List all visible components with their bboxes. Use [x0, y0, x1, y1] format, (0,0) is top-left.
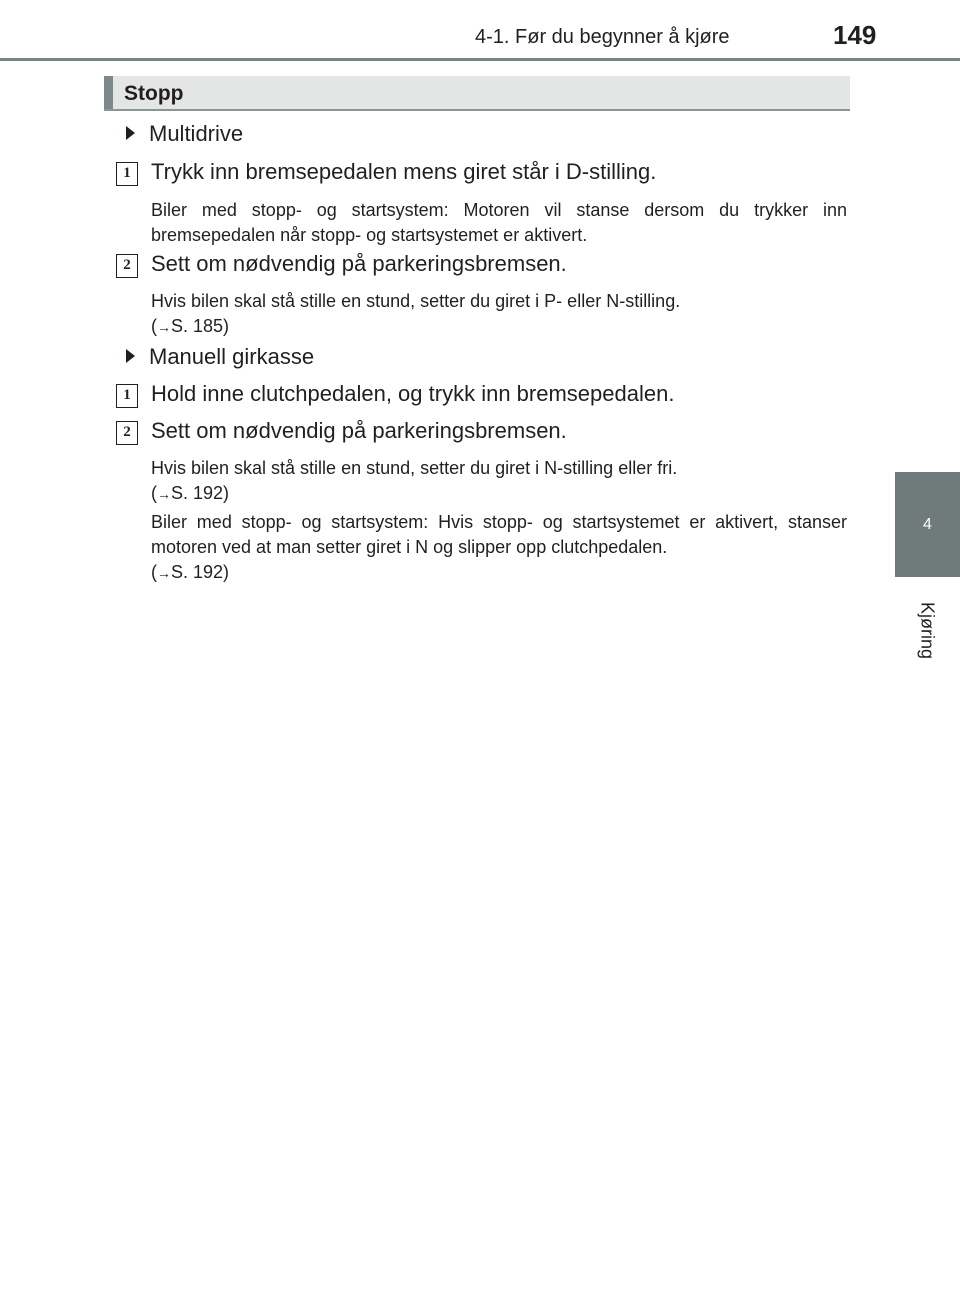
step-item — [116, 418, 567, 445]
step-note — [151, 510, 847, 586]
subheading-text: Manuell girkasse — [149, 344, 315, 369]
section-header-accent — [104, 76, 113, 109]
step-number-badge: 1 — [116, 162, 138, 186]
page-reference-link[interactable]: (→S. 192) — [151, 562, 230, 582]
note-text: Hvis bilen skal stå stille en stund, setter du giret i P- eller N-stilling. — [151, 291, 681, 311]
triangle-bullet-icon — [126, 349, 135, 363]
arrow-right-icon: → — [157, 319, 171, 335]
chapter-tab-label: Kjøring — [917, 601, 938, 660]
arrow-right-icon: → — [157, 565, 171, 581]
step-note — [151, 289, 847, 340]
subheading-multidrive — [126, 121, 243, 147]
page-reference-link[interactable]: (→S. 185) — [151, 316, 230, 336]
step-number-badge: 2 — [116, 254, 138, 278]
section-header — [104, 76, 850, 111]
header-rule — [0, 58, 960, 61]
step-number-badge: 1 — [116, 384, 138, 408]
note-text: Biler med stopp- og startsystem: Motoren vil stanse dersom du trykker inn bremsepedalen når stopp- og startsystemet er aktivert. — [151, 200, 847, 245]
step-text: Trykk inn bremsepedalen mens giret står i D-stilling. — [151, 159, 657, 184]
subheading-text: Multidrive — [149, 121, 244, 146]
section-title: Stopp — [124, 82, 184, 105]
chapter-title: 4-1. Før du begynner å kjøre — [475, 26, 730, 48]
chapter-tab-number: 4 — [923, 516, 932, 533]
arrow-right-icon: → — [157, 486, 171, 502]
step-text: Hold inne clutchpedalen, og trykk inn bremsepedalen. — [151, 381, 675, 406]
page-number: 149 — [833, 20, 877, 50]
step-text: Sett om nødvendig på parkeringsbremsen. — [151, 251, 567, 276]
note-text: Hvis bilen skal stå stille en stund, setter du giret i N-stilling eller fri. — [151, 458, 678, 478]
step-number-badge: 2 — [116, 421, 138, 445]
subheading-manual — [126, 344, 314, 370]
step-item — [116, 251, 567, 278]
note-text: Biler med stopp- og startsystem: Hvis stopp- og startsystemet er aktivert, stanser motoren ved at man setter giret i N og slipper opp clutchpedalen. — [151, 512, 847, 557]
step-item — [116, 381, 674, 408]
step-note — [151, 198, 847, 248]
step-item — [116, 159, 656, 186]
step-note — [151, 456, 847, 507]
page-reference-link[interactable]: (→S. 192) — [151, 483, 230, 503]
step-text: Sett om nødvendig på parkeringsbremsen. — [151, 418, 567, 443]
triangle-bullet-icon — [126, 126, 135, 140]
chapter-tab — [895, 472, 960, 577]
